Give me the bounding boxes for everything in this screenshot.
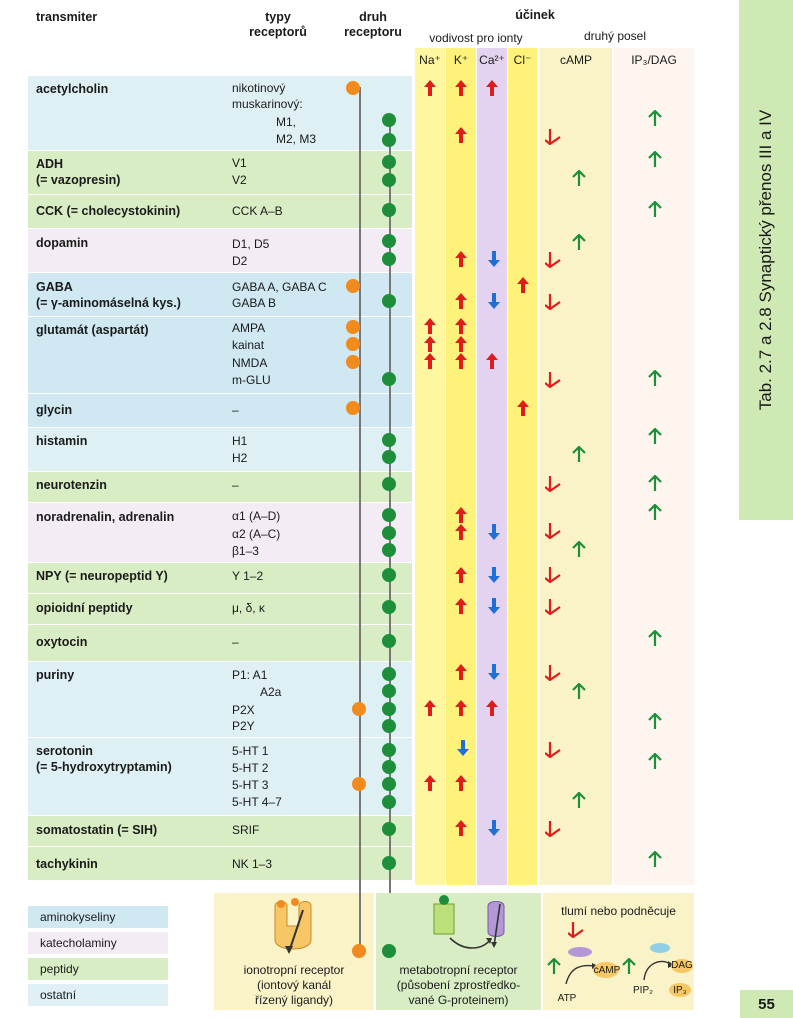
metabotropic-dot bbox=[382, 760, 396, 774]
receptor: V2 bbox=[232, 173, 247, 187]
receptor: 5-HT 2 bbox=[232, 761, 269, 775]
ionotropic-receptor-icon bbox=[265, 896, 321, 958]
header-ucinek: účinek bbox=[515, 8, 555, 22]
ionotropic-dot bbox=[346, 337, 360, 351]
legend-aminokyseliny: aminokyseliny bbox=[28, 906, 168, 928]
transmitter-dopamin: dopamin bbox=[36, 236, 89, 250]
metabotropic-dot bbox=[382, 568, 396, 582]
k-up-arrow bbox=[455, 127, 467, 143]
k-up-arrow bbox=[455, 820, 467, 836]
receptor: M1, bbox=[276, 115, 297, 129]
metabotropic-dot bbox=[382, 450, 396, 464]
receptor: V1 bbox=[232, 156, 247, 170]
ionotropic-caption-1: ionotropní receptor bbox=[243, 963, 345, 977]
transmitter-cck: CCK (= cholecystokinin) bbox=[36, 204, 181, 218]
ionotropic-dot bbox=[346, 279, 360, 293]
receptor: NK 1–3 bbox=[232, 857, 273, 871]
metabotropic-dot bbox=[382, 133, 396, 147]
header-typy-2: receptorů bbox=[249, 25, 307, 39]
header-vodivost: vodivost pro ionty bbox=[429, 31, 523, 45]
metabotropic-dot bbox=[382, 234, 396, 248]
header-druh-1: druh bbox=[359, 10, 387, 24]
camp-decrease-arrow bbox=[545, 567, 561, 583]
ionotropic-caption-2: (iontový kanál bbox=[256, 978, 332, 992]
ionotropic-caption-3: řízený ligandy) bbox=[254, 993, 334, 1007]
transmitter-gaba-alt: (= γ-aminomáselná kys.) bbox=[36, 296, 181, 310]
metabotropic-dot bbox=[382, 372, 396, 386]
metabotropic-dot bbox=[382, 777, 396, 791]
ionotropic-dot bbox=[352, 702, 366, 716]
camp-decrease-arrow bbox=[545, 821, 561, 837]
metabotropic-dot bbox=[382, 252, 396, 266]
receptor: 5-HT 1 bbox=[232, 744, 269, 758]
na-up-arrow bbox=[424, 80, 436, 96]
receptor: 5-HT 3 bbox=[232, 778, 269, 792]
receptor: P2Y bbox=[232, 719, 255, 733]
k-down-arrow bbox=[457, 740, 469, 756]
metabotropic-dot bbox=[382, 477, 396, 491]
header-druh-2: receptoru bbox=[344, 25, 402, 39]
table-title: Tab. 2.7 a 2.8 Synaptický přenos III a IV bbox=[756, 109, 775, 411]
camp-increase-arrow bbox=[572, 792, 586, 808]
receptor: – bbox=[232, 478, 239, 492]
ionotropic-dot bbox=[346, 401, 360, 415]
ca-up-arrow bbox=[486, 700, 498, 716]
na-column bbox=[415, 48, 445, 885]
transmitter-serotonin: serotonin bbox=[36, 744, 93, 758]
header-ca: Ca²⁺ bbox=[479, 53, 505, 67]
transmitter-npy: NPY (= neuropeptid Y) bbox=[36, 569, 168, 583]
transmitter-somatostatin: somatostatin (= SIH) bbox=[36, 823, 158, 837]
receptor: P1: A1 bbox=[232, 668, 268, 682]
ip3-increase-arrow bbox=[648, 201, 662, 217]
k-up-arrow bbox=[455, 251, 467, 267]
camp-increase-arrow bbox=[572, 234, 586, 250]
metabotropic-dot bbox=[382, 508, 396, 522]
receptor: Y 1–2 bbox=[232, 569, 264, 583]
ca-down-arrow bbox=[488, 251, 500, 267]
transmitter-glycin: glycin bbox=[36, 403, 73, 417]
camp-decrease-arrow bbox=[545, 742, 561, 758]
ionotropic-dot bbox=[346, 320, 360, 334]
receptor: AMPA bbox=[232, 321, 266, 335]
receptor: CCK A–B bbox=[232, 204, 283, 218]
k-up-arrow bbox=[455, 524, 467, 540]
metabotropic-dot bbox=[382, 795, 396, 809]
cl-up-arrow bbox=[517, 277, 529, 293]
metabotropic-caption-3: vané G-proteinem) bbox=[408, 993, 509, 1007]
header-cl: Cl⁻ bbox=[513, 53, 532, 67]
transmitter-neurotenzin: neurotenzin bbox=[36, 478, 107, 492]
receptor: m-GLU bbox=[232, 373, 271, 387]
header-camp: cAMP bbox=[559, 53, 592, 67]
dag-scheme-label: DAG bbox=[671, 960, 693, 971]
receptor: P2X bbox=[232, 703, 255, 717]
receptor: kainat bbox=[232, 338, 265, 352]
receptor: nikotinový bbox=[232, 81, 286, 95]
transmitter-acetylcholin: acetylcholin bbox=[36, 82, 109, 96]
header-k: K⁺ bbox=[453, 53, 469, 67]
na-up-arrow bbox=[424, 336, 436, 352]
k-up-arrow bbox=[455, 353, 467, 369]
ca-down-arrow bbox=[488, 664, 500, 680]
ip3-increase-arrow bbox=[648, 504, 662, 520]
transmitter-gaba: GABA bbox=[36, 280, 73, 294]
table-title-tab bbox=[739, 0, 793, 520]
metabotropic-dot bbox=[382, 743, 396, 757]
metabotropic-dot bbox=[382, 600, 396, 614]
ca-up-arrow bbox=[486, 353, 498, 369]
k-up-arrow bbox=[455, 336, 467, 352]
page-number: 55 bbox=[740, 990, 793, 1018]
metabotropic-dot bbox=[382, 173, 396, 187]
transmitter-puriny: puriny bbox=[36, 668, 75, 682]
ip3-increase-arrow bbox=[648, 851, 662, 867]
ionotropic-line bbox=[359, 87, 361, 882]
ca-down-arrow bbox=[488, 598, 500, 614]
k-up-arrow bbox=[455, 80, 467, 96]
header-druhy-posel: druhý posel bbox=[583, 29, 647, 43]
k-up-arrow bbox=[455, 598, 467, 614]
metabotropic-dot bbox=[382, 155, 396, 169]
metabotropic-dot bbox=[382, 684, 396, 698]
camp-decrease-arrow bbox=[545, 252, 561, 268]
ip3-increase-arrow bbox=[648, 110, 662, 126]
ionotropic-dot bbox=[352, 777, 366, 791]
transmitter-serotonin-alt: (= 5-hydroxytryptamin) bbox=[36, 760, 172, 774]
ip3-increase-arrow bbox=[648, 370, 662, 386]
ca-down-arrow bbox=[488, 293, 500, 309]
metabotropic-dot bbox=[382, 634, 396, 648]
receptor: GABA B bbox=[232, 296, 277, 310]
camp-increase-arrow bbox=[572, 446, 586, 462]
legend-ostatni: ostatní bbox=[28, 984, 168, 1006]
header-transmiter: transmiter bbox=[36, 10, 98, 24]
header-ip3dag: IP₃/DAG bbox=[631, 53, 677, 67]
ip3-increase-arrow bbox=[648, 428, 662, 444]
receptor: 5-HT 4–7 bbox=[232, 795, 282, 809]
k-up-arrow bbox=[455, 775, 467, 791]
metabotropic-dot bbox=[382, 702, 396, 716]
pip2-scheme-label: PIP₂ bbox=[633, 985, 653, 996]
receptor: D2 bbox=[232, 254, 248, 268]
na-up-arrow bbox=[424, 700, 436, 716]
receptor: NMDA bbox=[232, 356, 268, 370]
k-up-arrow bbox=[455, 664, 467, 680]
receptor: – bbox=[232, 403, 239, 417]
camp-scheme-label: cAMP bbox=[593, 965, 621, 976]
legend-decrease-arrow bbox=[568, 922, 584, 938]
transmitter-histamin: histamin bbox=[36, 434, 88, 448]
receptor: M2, M3 bbox=[276, 132, 317, 146]
metabotropic-dot bbox=[382, 113, 396, 127]
header-typy-1: typy bbox=[265, 10, 291, 24]
receptor: α2 (A–C) bbox=[232, 527, 281, 541]
transmitter-adh-alt: (= vazopresin) bbox=[36, 173, 121, 187]
camp-decrease-arrow bbox=[545, 372, 561, 388]
receptor: – bbox=[232, 635, 239, 649]
transmitter-tachykinin: tachykinin bbox=[36, 857, 98, 871]
legend-katecholaminy: katecholaminy bbox=[28, 932, 168, 954]
metabotropic-dot bbox=[382, 944, 396, 958]
k-column bbox=[446, 48, 476, 885]
transmitter-oxytocin: oxytocin bbox=[36, 635, 88, 649]
transmitter-opioid: opioidní peptidy bbox=[36, 601, 133, 615]
receptor: SRIF bbox=[232, 823, 260, 837]
camp-decrease-arrow bbox=[545, 523, 561, 539]
cl-up-arrow bbox=[517, 400, 529, 416]
metabotropic-receptor-icon bbox=[428, 894, 518, 954]
metabotropic-caption-2: (působení zprostředko- bbox=[396, 978, 521, 992]
na-up-arrow bbox=[424, 318, 436, 334]
ca-up-arrow bbox=[486, 80, 498, 96]
ip3-increase-arrow bbox=[648, 151, 662, 167]
metabotropic-dot bbox=[382, 203, 396, 217]
header-na: Na⁺ bbox=[419, 53, 441, 67]
camp-decrease-arrow bbox=[545, 599, 561, 615]
receptor: D1, D5 bbox=[232, 237, 270, 251]
receptor: β1–3 bbox=[232, 544, 259, 558]
ca-down-arrow bbox=[488, 820, 500, 836]
ip3-increase-arrow bbox=[648, 475, 662, 491]
transmitter-glutamat: glutamát (aspartát) bbox=[36, 323, 149, 337]
ip3-scheme-label: IP₃ bbox=[673, 985, 687, 996]
ca-column bbox=[477, 48, 507, 885]
k-up-arrow bbox=[455, 507, 467, 523]
receptor: H1 bbox=[232, 434, 248, 448]
legend-increase-arrow bbox=[547, 958, 561, 974]
ionotropic-dot bbox=[346, 81, 360, 95]
metabotropic-dot bbox=[382, 822, 396, 836]
legend-peptidy: peptidy bbox=[28, 958, 168, 980]
receptor: muskarinový: bbox=[232, 97, 303, 111]
k-up-arrow bbox=[455, 700, 467, 716]
camp-decrease-arrow bbox=[545, 294, 561, 310]
camp-increase-arrow bbox=[572, 683, 586, 699]
camp-increase-arrow bbox=[572, 541, 586, 557]
camp-decrease-arrow bbox=[545, 129, 561, 145]
metabotropic-dot bbox=[382, 433, 396, 447]
atp-scheme-label: ATP bbox=[557, 993, 577, 1004]
ionotropic-dot bbox=[352, 944, 366, 958]
transmitter-adh: ADH bbox=[36, 157, 64, 171]
receptor: A2a bbox=[260, 685, 282, 699]
ionotropic-dot bbox=[346, 355, 360, 369]
metabotropic-dot bbox=[382, 526, 396, 540]
na-up-arrow bbox=[424, 353, 436, 369]
metabotropic-dot bbox=[382, 294, 396, 308]
receptor: μ, δ, κ bbox=[232, 601, 265, 615]
ca-down-arrow bbox=[488, 567, 500, 583]
camp-decrease-arrow bbox=[545, 476, 561, 492]
cl-column bbox=[508, 48, 537, 885]
row-bg-puriny bbox=[28, 662, 412, 737]
legend-tlumi-caption: tlumí nebo podněcuje bbox=[561, 904, 676, 918]
na-up-arrow bbox=[424, 775, 436, 791]
legend-increase-arrow bbox=[622, 958, 636, 974]
receptor: GABA A, GABA C bbox=[232, 280, 327, 294]
ip3-increase-arrow bbox=[648, 713, 662, 729]
camp-increase-arrow bbox=[572, 170, 586, 186]
ca-down-arrow bbox=[488, 524, 500, 540]
k-up-arrow bbox=[455, 567, 467, 583]
receptor: α1 (A–D) bbox=[232, 509, 281, 523]
metabotropic-dot bbox=[382, 667, 396, 681]
metabotropic-dot bbox=[382, 719, 396, 733]
receptor: H2 bbox=[232, 451, 248, 465]
ionotropic-line-bottom bbox=[359, 880, 361, 952]
ip3-increase-arrow bbox=[648, 630, 662, 646]
metabotropic-dot bbox=[382, 543, 396, 557]
k-up-arrow bbox=[455, 318, 467, 334]
metabotropic-caption-1: metabotropní receptor bbox=[399, 963, 518, 977]
k-up-arrow bbox=[455, 293, 467, 309]
metabotropic-dot bbox=[382, 856, 396, 870]
ip3-increase-arrow bbox=[648, 753, 662, 769]
camp-decrease-arrow bbox=[545, 665, 561, 681]
transmitter-noradrenalin: noradrenalin, adrenalin bbox=[36, 510, 175, 524]
